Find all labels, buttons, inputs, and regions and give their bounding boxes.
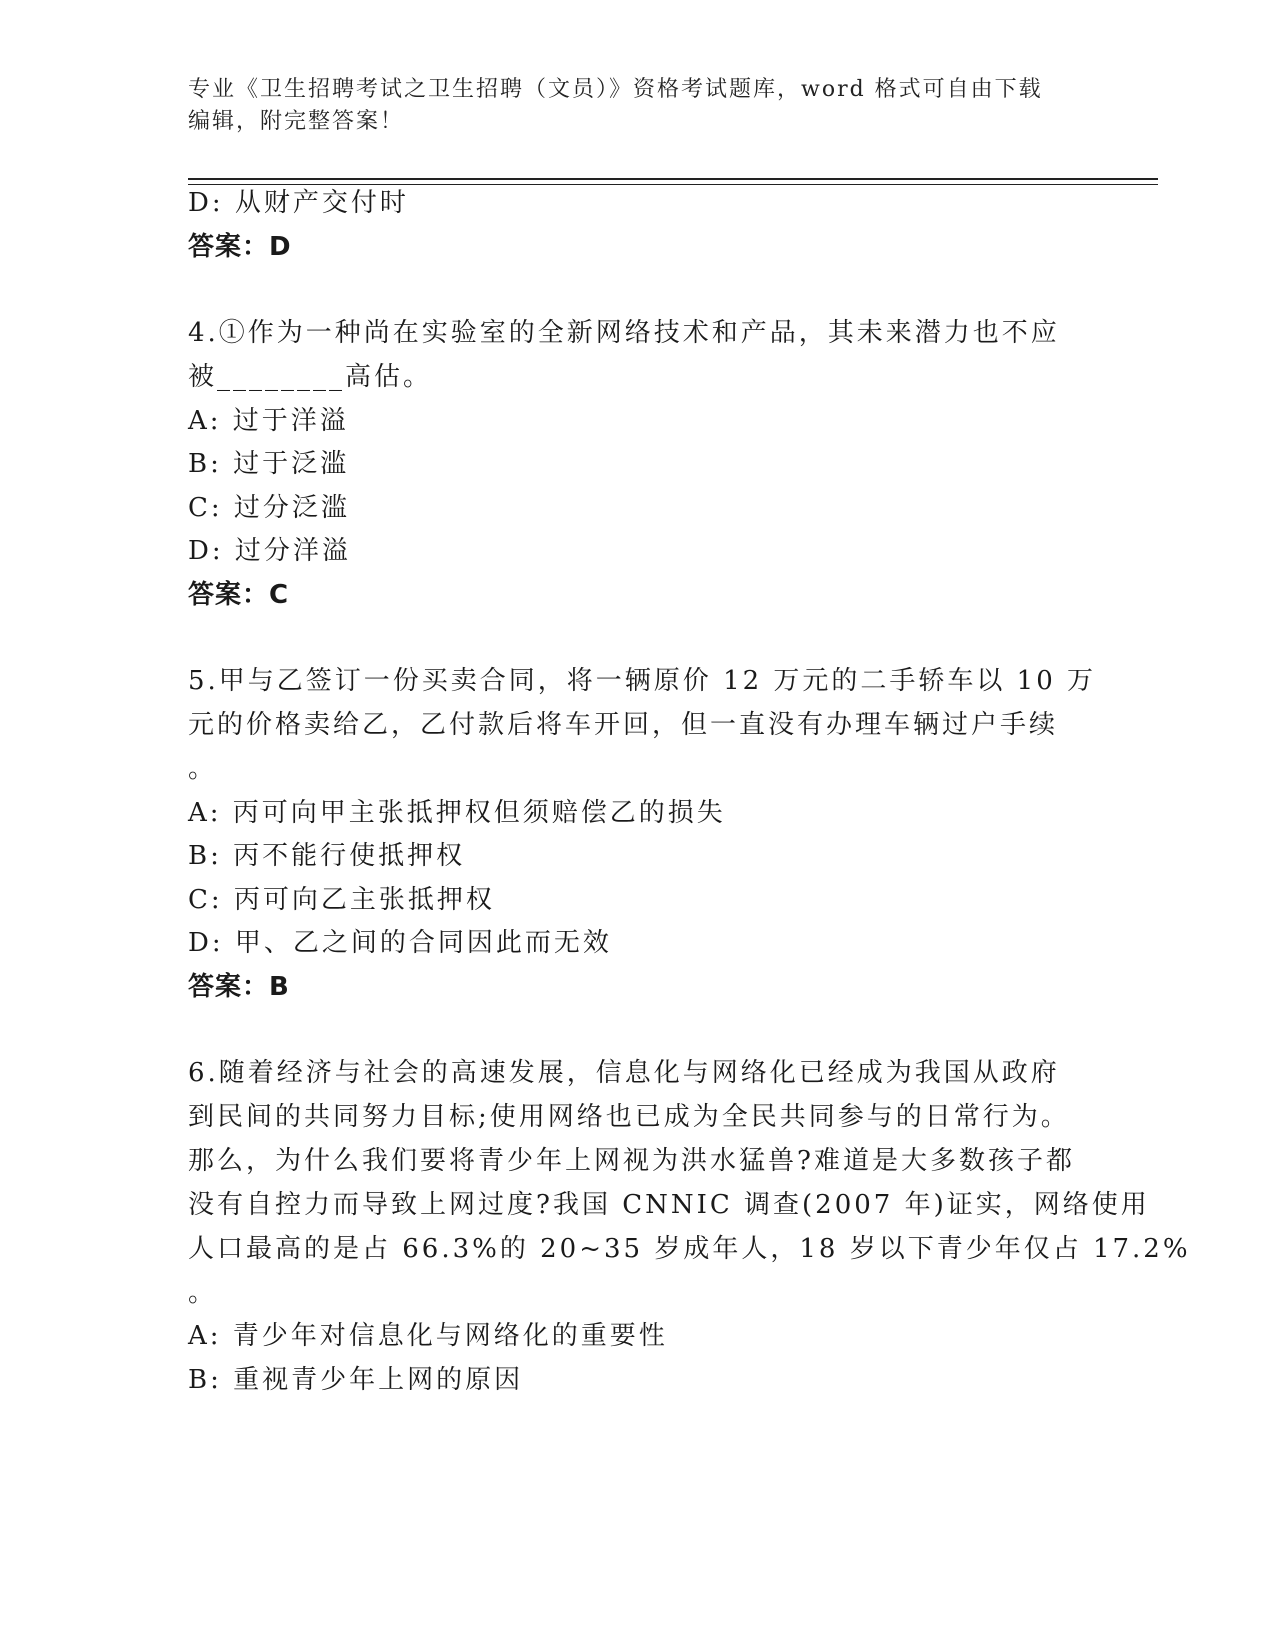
prev-answer: 答案：D — [188, 232, 292, 262]
q6-stem-line-1: 6.随着经济与社会的高速发展，信息化与网络化已经成为我国从政府 — [188, 1058, 1060, 1088]
q6-stem-line-2: 到民间的共同努力目标;使用网络也已成为全民共同参与的日常行为。 — [188, 1102, 1070, 1132]
header-line-1: 专业《卫生招聘考试之卫生招聘（文员）》资格考试题库，word 格式可自由下载 — [188, 77, 1043, 102]
q6-stem-line-5: 人口最高的是占 66.3%的 20~35 岁成年人，18 岁以下青少年仅占 17.2% — [188, 1234, 1191, 1264]
q5-option-b: B: 丙不能行使抵押权 — [188, 841, 466, 871]
q5-stem-line-1: 5.甲与乙签订一份买卖合同，将一辆原价 12 万元的二手轿车以 10 万 — [188, 666, 1097, 696]
q4-option-c: C: 过分泛滥 — [188, 493, 350, 523]
q5-option-c: C: 丙可向乙主张抵押权 — [188, 885, 495, 915]
document-header — [188, 74, 1088, 138]
header-line-2: 编辑，附完整答案！ — [188, 109, 405, 134]
q4-answer: 答案：C — [188, 580, 290, 610]
q5-stem-line-2: 元的价格卖给乙，乙付款后将车开回，但一直没有办理车辆过户手续 — [188, 710, 1059, 740]
q4-stem-line-1: 4.①作为一种尚在实验室的全新网络技术和产品，其未来潜力也不应 — [188, 318, 1060, 348]
header-divider-thin — [188, 184, 1158, 185]
q5-stem-line-3: 。 — [188, 754, 218, 784]
q4-stem-line-2: 被________高估。 — [188, 362, 433, 392]
q6-stem-line-3: 那么，为什么我们要将青少年上网视为洪水猛兽?难道是大多数孩子都 — [188, 1146, 1075, 1176]
q4-option-b: B: 过于泛滥 — [188, 449, 350, 479]
q6-option-b: B: 重视青少年上网的原因 — [188, 1365, 524, 1395]
q6-option-a: A: 青少年对信息化与网络化的重要性 — [188, 1321, 668, 1351]
prev-option-d: D: 从财产交付时 — [188, 188, 409, 218]
q6-stem-line-4: 没有自控力而导致上网过度?我国 CNNIC 调查(2007 年)证实，网络使用 — [188, 1190, 1150, 1220]
header-divider-thick — [188, 178, 1158, 180]
q6-stem-line-6: 。 — [188, 1278, 218, 1308]
q5-answer: 答案：B — [188, 972, 290, 1002]
q4-option-d: D: 过分洋溢 — [188, 536, 351, 566]
q4-option-a: A: 过于洋溢 — [188, 406, 349, 436]
q5-option-d: D: 甲、乙之间的合同因此而无效 — [188, 928, 612, 958]
q5-option-a: A: 丙可向甲主张抵押权但须赔偿乙的损失 — [188, 798, 726, 828]
